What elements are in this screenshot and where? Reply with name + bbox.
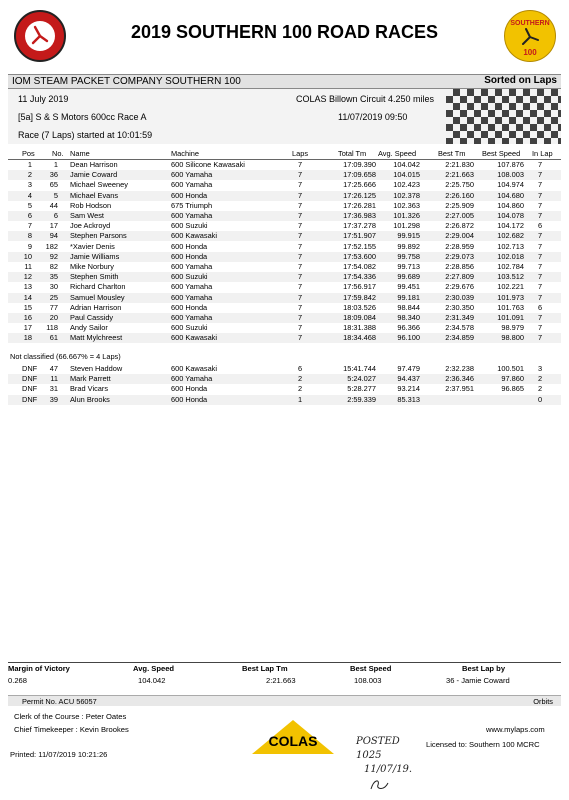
summary-header-avg-speed: Avg. Speed bbox=[133, 664, 175, 673]
cell-avg-speed: 94.437 bbox=[397, 374, 420, 384]
cell-best-speed: 98.800 bbox=[501, 333, 524, 343]
cell-best-speed: 104.860 bbox=[497, 200, 524, 210]
cell-name: Adrian Harrison bbox=[70, 302, 122, 312]
cell-machine: 600 Kawasaki bbox=[171, 364, 218, 373]
cell-machine: 600 Honda bbox=[171, 384, 208, 394]
cell-laps: 2 bbox=[298, 384, 303, 394]
cell-best-time: 2:21.830 bbox=[445, 160, 474, 169]
table-row bbox=[8, 242, 561, 252]
cell-avg-speed: 101.298 bbox=[393, 221, 420, 231]
cell-avg-speed: 98.844 bbox=[397, 302, 420, 312]
cell-best-speed: 102.018 bbox=[497, 251, 524, 261]
cell-best-speed: 104.078 bbox=[497, 211, 524, 220]
cell-name: Jamie Williams bbox=[70, 251, 120, 261]
cell-in-lap: 7 bbox=[538, 160, 543, 169]
cell-best-speed: 107.876 bbox=[497, 160, 524, 169]
table-row bbox=[8, 252, 561, 262]
cell-avg-speed: 97.479 bbox=[397, 364, 420, 373]
printed-timestamp: Printed: 11/07/2019 10:21:26 bbox=[10, 750, 108, 759]
cell-total-time: 17:26.281 bbox=[343, 200, 376, 210]
cell-best-time: 2:25.750 bbox=[445, 180, 474, 190]
cell-pos: 9 bbox=[27, 241, 32, 251]
chief-timekeeper: Chief Timekeeper : Kevin Brookes bbox=[14, 725, 129, 734]
cell-best-time: 2:28.959 bbox=[445, 241, 474, 251]
cell-best-time: 2:27.005 bbox=[445, 211, 474, 220]
cell-best-time: 2:27.809 bbox=[445, 272, 474, 282]
cell-name: Mark Parrett bbox=[70, 374, 111, 384]
cell-machine: 600 Yamaha bbox=[171, 282, 213, 292]
cell-machine: 600 Yamaha bbox=[171, 313, 213, 322]
cell-laps: 7 bbox=[298, 211, 303, 220]
cell-pos: 3 bbox=[27, 180, 32, 190]
cell-best-speed: 108.003 bbox=[497, 170, 524, 180]
cell-no: 65 bbox=[49, 180, 58, 190]
cell-laps: 7 bbox=[298, 231, 303, 241]
cell-laps: 7 bbox=[298, 221, 303, 231]
cell-laps: 7 bbox=[298, 313, 303, 322]
cell-machine: 600 Honda bbox=[171, 241, 208, 251]
cell-laps: 7 bbox=[298, 323, 303, 333]
dnf-row bbox=[8, 374, 561, 384]
cell-total-time: 17:36.983 bbox=[343, 211, 376, 220]
cell-total-time: 2:59.339 bbox=[347, 394, 376, 404]
page-title: 2019 SOUTHERN 100 ROAD RACES bbox=[130, 22, 439, 42]
cell-in-lap: 2 bbox=[538, 384, 543, 394]
handwritten-date: 11/07/19. bbox=[364, 764, 413, 775]
cell-no: 31 bbox=[49, 384, 58, 394]
cell-pos: 14 bbox=[23, 292, 32, 302]
cell-pos: 1 bbox=[27, 160, 32, 169]
cell-name: Alun Brooks bbox=[70, 394, 110, 404]
table-row bbox=[8, 221, 561, 231]
cell-name: Stephen Smith bbox=[70, 272, 119, 282]
cell-total-time: 17:54.082 bbox=[343, 262, 376, 271]
summary-best-speed: 108.003 bbox=[354, 676, 382, 685]
cell-no: 36 bbox=[49, 170, 58, 180]
cell-avg-speed: 102.363 bbox=[393, 200, 420, 210]
orbits-label: Orbits bbox=[533, 697, 553, 706]
cell-machine: 600 Yamaha bbox=[171, 170, 213, 180]
cell-in-lap: 7 bbox=[538, 211, 543, 220]
cell-total-time: 17:09.390 bbox=[343, 160, 376, 169]
website-link[interactable]: www.mylaps.com bbox=[486, 725, 545, 734]
cell-best-time: 2:34.859 bbox=[445, 333, 474, 343]
summary-header-best-speed: Best Speed bbox=[350, 664, 392, 673]
cell-total-time: 17:37.278 bbox=[343, 221, 376, 231]
cell-best-speed: 103.512 bbox=[497, 272, 524, 282]
table-row bbox=[8, 323, 561, 333]
col-name: Name bbox=[70, 149, 90, 158]
cell-best-speed: 96.865 bbox=[501, 384, 524, 394]
cell-best-speed: 100.501 bbox=[497, 364, 524, 373]
cell-laps: 7 bbox=[298, 200, 303, 210]
colas-logo-text: COLAS bbox=[268, 733, 318, 749]
cell-name: Dean Harrison bbox=[70, 160, 118, 169]
cell-total-time: 5:28.277 bbox=[347, 384, 376, 394]
cell-laps: 7 bbox=[298, 302, 303, 312]
cell-avg-speed: 93.214 bbox=[397, 384, 420, 394]
col-total-time: Total Tm bbox=[338, 149, 367, 158]
cell-name: Stephen Parsons bbox=[70, 231, 127, 241]
cell-no: 44 bbox=[49, 200, 58, 210]
cell-no: 35 bbox=[49, 272, 58, 282]
cell-in-lap: 6 bbox=[538, 302, 543, 312]
cell-best-speed: 102.784 bbox=[497, 262, 524, 271]
cell-name: Andy Sailor bbox=[70, 323, 108, 333]
cell-total-time: 17:52.155 bbox=[343, 241, 376, 251]
cell-pos: DNF bbox=[22, 364, 38, 373]
checkered-flag-pattern bbox=[446, 89, 561, 144]
cell-no: 11 bbox=[50, 374, 58, 384]
cell-avg-speed: 102.378 bbox=[393, 190, 420, 200]
cell-avg-speed: 99.689 bbox=[397, 272, 420, 282]
cell-no: 1 bbox=[53, 160, 58, 169]
cell-pos: DNF bbox=[22, 374, 38, 384]
cell-no: 6 bbox=[53, 211, 58, 220]
cell-avg-speed: 99.758 bbox=[397, 251, 420, 261]
cell-avg-speed: 85.313 bbox=[397, 394, 420, 404]
cell-name: Rob Hodson bbox=[70, 200, 112, 210]
cell-in-lap: 0 bbox=[538, 394, 543, 404]
cell-laps: 7 bbox=[298, 241, 303, 251]
cell-best-time: 2:26.160 bbox=[445, 190, 474, 200]
cell-name: Matt Mylchreest bbox=[70, 333, 123, 343]
table-row bbox=[8, 160, 561, 170]
table-row bbox=[8, 272, 561, 282]
cell-name: *Xavier Denis bbox=[70, 241, 115, 251]
cell-machine: 600 Yamaha bbox=[171, 211, 213, 220]
cell-laps: 7 bbox=[298, 251, 303, 261]
cell-avg-speed: 96.100 bbox=[397, 333, 420, 343]
triskelion-icon bbox=[520, 28, 540, 46]
cell-best-time: 2:30.350 bbox=[445, 302, 474, 312]
table-row bbox=[8, 293, 561, 303]
cell-pos: 18 bbox=[23, 333, 32, 343]
colas-logo bbox=[252, 720, 334, 754]
handwritten-signature bbox=[368, 777, 392, 793]
race-info bbox=[8, 89, 561, 144]
cell-best-time: 2:21.663 bbox=[445, 170, 474, 180]
cell-best-time: 2:26.872 bbox=[445, 221, 474, 231]
cell-pos: 13 bbox=[23, 282, 32, 292]
dnf-row bbox=[8, 384, 561, 394]
cell-machine: 675 Triumph bbox=[171, 200, 213, 210]
table-row bbox=[8, 191, 561, 201]
cell-name: Mike Norbury bbox=[70, 262, 114, 271]
circuit-name: COLAS Billown Circuit 4.250 miles bbox=[296, 94, 435, 104]
col-no: No. bbox=[52, 149, 64, 158]
cell-total-time: 18:31.388 bbox=[343, 323, 376, 333]
cell-laps: 7 bbox=[298, 160, 303, 169]
cell-pos: 7 bbox=[27, 221, 32, 231]
cell-avg-speed: 101.326 bbox=[393, 211, 420, 220]
cell-machine: 600 Honda bbox=[171, 394, 208, 404]
event-name: IOM STEAM PACKET COMPANY SOUTHERN 100 bbox=[12, 76, 241, 87]
race-datetime: 11/07/2019 09:50 bbox=[338, 112, 408, 122]
cell-in-lap: 7 bbox=[538, 180, 543, 190]
cell-no: 61 bbox=[49, 333, 58, 343]
cell-name: Jamie Coward bbox=[70, 170, 118, 180]
cell-laps: 7 bbox=[298, 262, 303, 271]
cell-best-speed: 104.172 bbox=[497, 221, 524, 231]
cell-in-lap: 2 bbox=[538, 374, 543, 384]
cell-in-lap: 7 bbox=[538, 170, 543, 180]
cell-total-time: 17:25.666 bbox=[343, 180, 376, 190]
cell-machine: 600 Honda bbox=[171, 302, 208, 312]
cell-in-lap: 7 bbox=[538, 333, 543, 343]
cell-pos: 16 bbox=[23, 313, 32, 322]
cell-total-time: 17:59.842 bbox=[343, 292, 376, 302]
not-classified-label: Not classified (66.667% = 4 Laps) bbox=[10, 352, 121, 361]
table-row bbox=[8, 262, 561, 272]
cell-pos: 10 bbox=[23, 251, 32, 261]
cell-machine: 600 Kawasaki bbox=[171, 231, 218, 241]
col-pos: Pos bbox=[22, 149, 35, 158]
cell-name: Michael Sweeney bbox=[70, 180, 128, 190]
cell-best-time: 2:32.238 bbox=[445, 364, 474, 373]
cell-avg-speed: 102.423 bbox=[393, 180, 420, 190]
col-machine: Machine bbox=[171, 149, 199, 158]
summary-avg-speed: 104.042 bbox=[138, 676, 166, 685]
summary-header-best-lap-by: Best Lap by bbox=[462, 664, 506, 673]
clerk-of-course: Clerk of the Course : Peter Oates bbox=[14, 712, 127, 721]
cell-name: Steven Haddow bbox=[70, 364, 123, 373]
summary-header-best-lap-time: Best Lap Tm bbox=[242, 664, 288, 673]
cell-no: 17 bbox=[49, 221, 58, 231]
cell-total-time: 18:34.468 bbox=[343, 333, 376, 343]
cell-best-time: 2:29.004 bbox=[445, 231, 474, 241]
handwritten-time: 1025 bbox=[356, 750, 382, 761]
cell-no: 92 bbox=[49, 251, 58, 261]
col-avg-speed: Avg. Speed bbox=[378, 149, 417, 158]
table-row bbox=[8, 313, 561, 323]
cell-in-lap: 7 bbox=[538, 251, 543, 261]
cell-in-lap: 7 bbox=[538, 272, 543, 282]
cell-name: Paul Cassidy bbox=[70, 313, 114, 322]
cell-in-lap: 7 bbox=[538, 282, 543, 292]
cell-pos: DNF bbox=[22, 384, 38, 394]
cell-in-lap: 6 bbox=[538, 221, 543, 231]
cell-in-lap: 7 bbox=[538, 262, 543, 271]
cell-best-time: 2:37.951 bbox=[445, 384, 474, 394]
cell-in-lap: 7 bbox=[538, 292, 543, 302]
licensed-to: Licensed to: Southern 100 MCRC bbox=[426, 740, 540, 749]
cell-name: Michael Evans bbox=[70, 190, 119, 200]
sort-label: Sorted on Laps bbox=[484, 75, 557, 86]
cell-no: 182 bbox=[45, 241, 58, 251]
col-best-time: Best Tm bbox=[438, 149, 466, 158]
cell-best-speed: 102.682 bbox=[497, 231, 524, 241]
cell-machine: 600 Yamaha bbox=[171, 180, 213, 190]
cell-no: 5 bbox=[53, 190, 58, 200]
cell-laps: 1 bbox=[298, 394, 303, 404]
cell-best-time: 2:28.856 bbox=[445, 262, 474, 271]
cell-avg-speed: 104.042 bbox=[393, 160, 420, 169]
cell-name: Richard Charlton bbox=[70, 282, 126, 292]
cell-no: 94 bbox=[49, 231, 58, 241]
col-best-speed: Best Speed bbox=[482, 149, 521, 158]
cell-best-speed: 102.221 bbox=[497, 282, 524, 292]
summary-best-lap-by: 36 - Jamie Coward bbox=[446, 676, 510, 685]
cell-avg-speed: 99.181 bbox=[397, 292, 420, 302]
cell-best-time: 2:34.578 bbox=[445, 323, 474, 333]
race-summary bbox=[8, 662, 561, 686]
cell-best-speed: 102.713 bbox=[497, 241, 524, 251]
table-row bbox=[8, 211, 561, 221]
cell-total-time: 17:51.907 bbox=[343, 231, 376, 241]
cell-total-time: 5:24.027 bbox=[347, 374, 376, 384]
handwritten-posted: POSTED bbox=[356, 736, 400, 747]
cell-total-time: 17:54.336 bbox=[343, 272, 376, 282]
cell-best-time: 2:25.909 bbox=[445, 200, 474, 210]
col-in-lap: In Lap bbox=[532, 149, 553, 158]
table-row bbox=[8, 282, 561, 292]
cell-machine: 600 Kawasaki bbox=[171, 333, 218, 343]
cell-best-time: 2:29.073 bbox=[445, 251, 474, 261]
cell-pos: 6 bbox=[27, 211, 32, 220]
cell-laps: 7 bbox=[298, 292, 303, 302]
cell-pos: 12 bbox=[23, 272, 32, 282]
cell-laps: 7 bbox=[298, 170, 303, 180]
cell-in-lap: 7 bbox=[538, 323, 543, 333]
dnf-row bbox=[8, 364, 561, 374]
cell-avg-speed: 104.015 bbox=[393, 170, 420, 180]
cell-avg-speed: 99.713 bbox=[397, 262, 420, 271]
cell-total-time: 15:41.744 bbox=[343, 364, 376, 373]
cell-total-time: 17:53.600 bbox=[343, 251, 376, 261]
cell-best-speed: 101.763 bbox=[497, 302, 524, 312]
cell-name: Sam West bbox=[70, 211, 104, 220]
cell-pos: 17 bbox=[23, 323, 32, 333]
race-date: 11 July 2019 bbox=[18, 94, 69, 104]
summary-margin: 0.268 bbox=[8, 676, 28, 685]
cell-no: 77 bbox=[49, 302, 58, 312]
southern-100-logo bbox=[504, 10, 556, 62]
cell-no: 25 bbox=[49, 292, 58, 302]
permit-bar bbox=[8, 695, 561, 706]
col-laps: Laps bbox=[292, 149, 309, 158]
cell-avg-speed: 98.340 bbox=[397, 313, 420, 322]
cell-pos: 15 bbox=[23, 302, 32, 312]
logo-top-text: SOUTHERN bbox=[510, 20, 550, 27]
cell-name: Samuel Mousley bbox=[70, 292, 125, 302]
cell-pos: 2 bbox=[27, 170, 32, 180]
logo-bottom-text: 100 bbox=[523, 48, 537, 57]
cell-machine: 600 Suzuki bbox=[171, 272, 208, 282]
race-start: Race (7 Laps) started at 10:01:59 bbox=[18, 130, 153, 140]
table-row bbox=[8, 231, 561, 241]
cell-machine: 600 Honda bbox=[171, 190, 208, 200]
cell-best-time: 2:30.039 bbox=[445, 292, 474, 302]
cell-laps: 7 bbox=[298, 272, 303, 282]
cell-machine: 600 Yamaha bbox=[171, 292, 213, 302]
table-row bbox=[8, 201, 561, 211]
cell-machine: 600 Suzuki bbox=[171, 323, 208, 333]
cell-name: Brad Vicars bbox=[70, 384, 109, 394]
cell-best-speed: 101.973 bbox=[497, 292, 524, 302]
cell-best-speed: 104.680 bbox=[497, 190, 524, 200]
cell-avg-speed: 99.451 bbox=[397, 282, 420, 292]
cell-machine: 600 Honda bbox=[171, 251, 208, 261]
cell-best-speed: 101.091 bbox=[497, 313, 524, 322]
summary-best-lap-time: 2:21.663 bbox=[266, 676, 296, 685]
table-row bbox=[8, 180, 561, 190]
cell-in-lap: 7 bbox=[538, 313, 543, 322]
cell-total-time: 17:26.125 bbox=[343, 190, 376, 200]
cell-best-time: 2:31.349 bbox=[445, 313, 474, 322]
cell-machine: 600 Silicone Kawasaki bbox=[171, 160, 245, 169]
cell-total-time: 17:56.917 bbox=[343, 282, 376, 292]
cell-machine: 600 Yamaha bbox=[171, 374, 213, 384]
cell-total-time: 18:09.084 bbox=[343, 313, 376, 322]
summary-header-margin: Margin of Victory bbox=[8, 664, 70, 673]
cell-laps: 7 bbox=[298, 190, 303, 200]
cell-best-time: 2:29.676 bbox=[445, 282, 474, 292]
table-row bbox=[8, 170, 561, 180]
table-row bbox=[8, 333, 561, 343]
table-row bbox=[8, 303, 561, 313]
cell-best-speed: 98.979 bbox=[501, 323, 524, 333]
cell-no: 30 bbox=[49, 282, 58, 292]
cell-laps: 7 bbox=[298, 282, 303, 292]
cell-avg-speed: 99.915 bbox=[397, 231, 420, 241]
cell-laps: 2 bbox=[298, 374, 303, 384]
cell-pos: 5 bbox=[27, 200, 32, 210]
cell-avg-speed: 99.892 bbox=[397, 241, 420, 251]
cell-best-speed: 104.974 bbox=[497, 180, 524, 190]
cell-machine: 600 Suzuki bbox=[171, 221, 208, 231]
cell-total-time: 17:09.658 bbox=[343, 170, 376, 180]
results-table-header bbox=[8, 149, 561, 160]
cell-no: 20 bbox=[49, 313, 58, 322]
permit-number: Permit No. ACU 56057 bbox=[22, 697, 97, 706]
cell-no: 47 bbox=[49, 364, 58, 373]
race-name: [5a] S & S Motors 600cc Race A bbox=[18, 112, 147, 122]
cell-laps: 7 bbox=[298, 333, 303, 343]
cell-total-time: 18:03.526 bbox=[343, 302, 376, 312]
cell-pos: 11 bbox=[24, 262, 32, 271]
cell-in-lap: 3 bbox=[538, 364, 543, 373]
cell-no: 39 bbox=[49, 394, 58, 404]
cell-no: 82 bbox=[49, 262, 58, 271]
cell-no: 118 bbox=[46, 323, 58, 333]
dnf-row bbox=[8, 395, 561, 405]
cell-laps: 7 bbox=[298, 180, 303, 190]
cell-best-time: 2:36.346 bbox=[445, 374, 474, 384]
cell-machine: 600 Yamaha bbox=[171, 262, 213, 271]
event-header bbox=[8, 74, 561, 89]
cell-pos: 4 bbox=[27, 190, 32, 200]
cell-laps: 6 bbox=[298, 364, 303, 373]
cell-in-lap: 7 bbox=[538, 200, 543, 210]
cell-avg-speed: 96.366 bbox=[397, 323, 420, 333]
cell-pos: 8 bbox=[27, 231, 32, 241]
cell-name: Joe Ackroyd bbox=[70, 221, 111, 231]
cell-in-lap: 7 bbox=[538, 241, 543, 251]
cell-in-lap: 7 bbox=[538, 231, 543, 241]
cell-pos: DNF bbox=[22, 394, 38, 404]
cell-in-lap: 7 bbox=[538, 190, 543, 200]
cell-best-speed: 97.860 bbox=[501, 374, 524, 384]
